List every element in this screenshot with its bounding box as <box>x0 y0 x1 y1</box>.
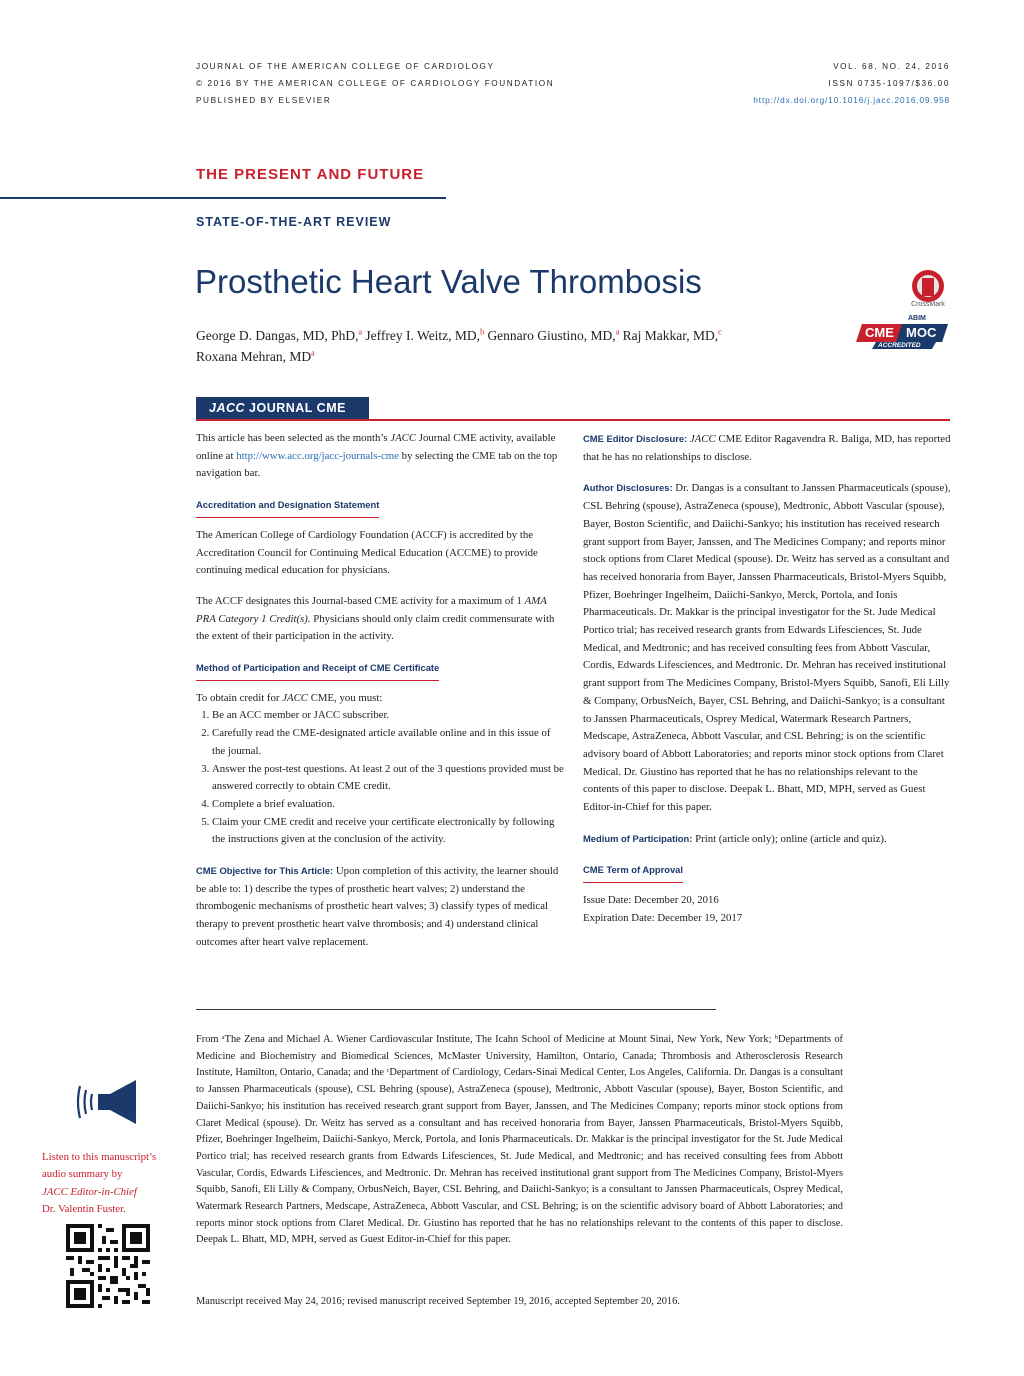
designation-credit: AMA PRA Category 1 Credit(s). <box>196 594 547 625</box>
expiration-date: Expiration Date: December 19, 2017 <box>583 911 743 924</box>
affiliation-sup: a <box>358 327 363 337</box>
publisher-line: PUBLISHED BY ELSEVIER <box>196 96 332 105</box>
list-item: 1. Be an ACC member or JACC subscriber. <box>212 707 564 725</box>
cme-intro <box>196 430 564 483</box>
method-heading: Method of Participation and Receipt of CME Certificate <box>196 659 439 681</box>
volume-line: VOL. 68, NO. 24, 2016 <box>833 62 950 71</box>
objective-text: Upon completion of this activity, the learner should be able to: 1) describe the types of prosthetic heart valves; 2) understand the thrombogenic mechanisms of prosthetic heart valves; 3) classify types of medical therapy to prevent prosthetic heart valve thrombosis; and 4) understand clinical outcomes after heart valve replacement. <box>196 865 559 948</box>
qr-code-icon <box>66 1224 150 1308</box>
intro-text: by selecting the CME tab on the top navigation bar. <box>196 449 558 480</box>
crossmark-badge[interactable] <box>908 268 948 312</box>
accreditation-paragraph: The American College of Cardiology Foundation (ACCF) is accredited by the Accreditation Council for Continuing Medical Education (ACCME) to provide continuing medical education for physicians. <box>196 528 538 577</box>
section-label: THE PRESENT AND FUTURE <box>196 166 425 183</box>
listen-line: JACC Editor-in-Chief <box>42 1185 137 1198</box>
list-item: 5. Claim your CME credit and receive your certificate electronically by following the instructions given at the conclusion of the activity. <box>212 814 564 849</box>
objective-heading: CME Objective for This Article: <box>196 865 334 877</box>
affiliations-footnote: From ᵃThe Zena and Michael A. Wiener Cardiovascular Institute, The Icahn School of Medicine at Mount Sinai, New York, New York; ᵇDepartments of Medicine and Biochemistry and Biomedical Sciences, McMaster University, Hamilton, Ontario, Canada; Thrombosis and Atherosclerosis Research Institute, Hamilton, Ontario, Canada; and the ᶜDepartment of Cardiology, Cedars-Sinai Medical Center, Los Angeles, California. Dr. Dangas is a consultant to Janssen Pharmaceuticals (spouse), CSL Behring (spouse), AstraZeneca (spouse), Medtronic, Abbott Vascular (spouse), Bayer, Boston Scientific, and Daiichi-Sankyo; his institution has received research grant support from Bayer, Janssen, and The Medicines Company; reports minor stock options from Claret Medical (spouse). Dr. Weitz has served as a consultant and has received honoraria from Bayer, Janssen Pharmaceuticals, Bristol-Myers Squibb, Pfizer, Boehringer Ingelheim, Daiichi-Sankyo, Merck, Portola, and Ionis Pharmaceuticals. Dr. Makkar is the principal investigator for the St. Jude Medical Portico trial; has received research grants from Edwards Lifesciences, St. Jude Medical, and Medtronic; and has received consulting fees from Abbott Vascular, Cordis, Edwards Lifesciences, and Medtronic. Dr. Mehran has received institutional grant support from The Medicines Company, Bristol-Myers Squibb, Sanofi, Eli Lilly & Company, OrbusNeich, Bayer, CSL Behring, and Daiichi-Sankyo; is a consultant to Janssen Pharmaceuticals, Osprey Medical, Watermark Research Partners, Medscape, AstraZeneca, Abbott Vascular, and CSL Behring; is on the scientific advisory board of Abbott Laboratories; and reports minor stock options from Claret Medical. Dr. Giustino has reported that he has no relationships relevant to the contents of this paper to disclose. Deepak L. Bhatt, MD, MPH, served as Guest Editor-in-Chief for this paper. <box>196 1034 843 1246</box>
journal-meta <box>196 58 554 109</box>
method-text: To obtain credit for <box>196 691 283 704</box>
designation-paragraph <box>196 593 564 646</box>
copyright-line: © 2016 BY THE AMERICAN COLLEGE OF CARDIOLOGY FOUNDATION <box>196 79 555 88</box>
medium-paragraph <box>583 830 951 849</box>
manuscript-dates: Manuscript received May 24, 2016; revised manuscript received September 19, 2016, accepted September 20, 2016. <box>196 1296 680 1307</box>
author-disclosures <box>583 479 951 816</box>
cme-banner-italic: JACC <box>209 401 246 415</box>
qr-code[interactable] <box>66 1224 150 1308</box>
cme-moc-badge <box>856 316 950 350</box>
cme-left-column <box>196 430 564 965</box>
cme-right-column <box>583 430 951 928</box>
term-heading: CME Term of Approval <box>583 861 683 883</box>
intro-text: Journal CME activity, available online at <box>196 432 556 462</box>
method-jacc: JACC <box>282 691 308 704</box>
issue-meta <box>753 58 950 109</box>
issue-date: Issue Date: December 20, 2016 <box>583 894 719 907</box>
affiliation-sup: a <box>615 327 620 337</box>
author-name: Raj Makkar, MD, <box>619 328 719 343</box>
objective-paragraph <box>196 862 564 952</box>
moc-label: MOC <box>906 325 937 340</box>
author-line-1 <box>196 325 722 346</box>
editor-text: CME Editor Ragavendra R. Baliga, MD, has reported that he has no relationships to disclose. <box>583 433 951 463</box>
footnote-separator <box>196 1009 716 1010</box>
editor-heading: CME Editor Disclosure: <box>583 433 688 444</box>
affiliation-sup: c <box>718 327 722 337</box>
affiliation-sup: a <box>311 348 315 358</box>
abim-label: ABIM <box>908 315 926 322</box>
journal-name: JOURNAL OF THE AMERICAN COLLEGE OF CARDIOLOGY <box>196 62 495 71</box>
author-list <box>196 325 722 367</box>
medium-heading: Medium of Participation: <box>583 832 693 844</box>
affiliation-sup: b <box>480 327 485 337</box>
designation-text: The ACCF designates this Journal-based CME activity for a maximum of 1 <box>196 594 525 607</box>
article-title: Prosthetic Heart Valve Thrombosis <box>195 263 702 300</box>
listen-line: audio summary by <box>42 1168 123 1181</box>
method-intro <box>196 690 564 708</box>
audio-summary-note <box>42 1149 192 1218</box>
cme-banner-text: JOURNAL CME <box>245 401 346 415</box>
issn-line: ISSN 0735-1097/$36.00 <box>828 79 950 88</box>
author-name: Gennaro Giustino, MD, <box>484 328 616 343</box>
listen-line: Dr. Valentin Fuster. <box>42 1202 126 1215</box>
medium-text: Print (article only); online (article and quiz). <box>692 832 887 845</box>
author-name: George D. Dangas, MD, PhD, <box>196 328 359 343</box>
doi-link[interactable]: http://dx.doi.org/10.1016/j.jacc.2016.09.958 <box>753 96 950 105</box>
intro-jacc: JACC <box>390 432 417 444</box>
speaker-icon[interactable] <box>76 1076 142 1128</box>
steps-list <box>196 707 564 849</box>
list-item: 3. Answer the post-test questions. At least 2 out of the 3 questions provided must be answered correctly to obtain CME credit. <box>212 761 564 796</box>
designation-text: Physicians should only claim credit commensurate with the extent of their participation in the activity. <box>196 612 555 643</box>
listen-line: Listen to this manuscript’s <box>42 1151 157 1163</box>
section-rule <box>0 197 446 199</box>
jacc-cme-banner <box>196 397 369 419</box>
author-disclosures-heading: Author Disclosures: <box>583 482 673 494</box>
list-item: 2. Carefully read the CME-designated article available online and in this issue of the journal. <box>212 725 564 760</box>
cme-rule <box>196 419 950 421</box>
intro-text: This article has been selected as the month’s <box>196 432 391 444</box>
method-text: CME, you must: <box>308 691 383 704</box>
author-name: Roxana Mehran, MD <box>196 349 312 364</box>
subsection-label: STATE-OF-THE-ART REVIEW <box>196 215 392 229</box>
author-line-2 <box>196 346 722 367</box>
audio-speaker-icon <box>76 1076 142 1128</box>
cme-label: CME <box>865 325 894 340</box>
cme-url-link[interactable]: http://www.acc.org/jacc-journals-cme <box>236 449 399 462</box>
list-item: 4. Complete a brief evaluation. <box>212 796 564 814</box>
editor-jacc: JACC <box>689 433 716 445</box>
author-name: Jeffrey I. Weitz, MD, <box>362 328 481 343</box>
accredited-label: ACCREDITED <box>878 342 921 349</box>
author-disclosures-text: Dr. Dangas is a consultant to Janssen Pharmaceuticals (spouse), CSL Behring (spouse), AstraZeneca (spouse), Medtronic, Abbott Vascular (spouse), Bayer, Boston Scientific, and Daiichi-Sankyo; his institution has received research grant support from Bayer, Janssen, and The Medicines Company; and reports minor stock options from Claret Medical (spouse). Dr. Weitz has served as a consultant and has received honoraria from Bayer, Janssen Pharmaceuticals, Bristol-Myers Squibb, Pfizer, Boehringer Ingelheim, Daiichi-Sankyo, Merck, Portola, and Ionis Pharmaceuticals. Dr. Makkar is the principal investigator for the St. Jude Medical Portico trial; has received research grants from Edwards Lifesciences, St. Jude Medical, and Medtronic; and has received consulting fees from Abbott Vascular, Cordis, Edwards Lifesciences, and Medtronic. Dr. Mehran has received institutional grant support from The Medicines Company, Bristol-Myers Squibb, Sanofi, Eli Lilly & Company, OrbusNeich, Bayer, CSL Behring, and Daiichi-Sankyo; is a consultant to Janssen Pharmaceuticals, Osprey Medical, Watermark Research Partners, Medscape, AstraZeneca, Abbott Vascular, and CSL Behring; is on the scientific advisory board of Abbott Laboratories; and reports minor stock options from Claret Medical. Dr. Giustino has reported that he has no relationships relevant to the contents of this paper to disclose. Deepak L. Bhatt, MD, MPH, served as Guest Editor-in-Chief for this paper. <box>583 482 951 814</box>
editor-disclosure <box>583 430 951 466</box>
accreditation-heading: Accreditation and Designation Statement <box>196 496 379 518</box>
crossmark-label: CrossMark <box>911 301 945 308</box>
